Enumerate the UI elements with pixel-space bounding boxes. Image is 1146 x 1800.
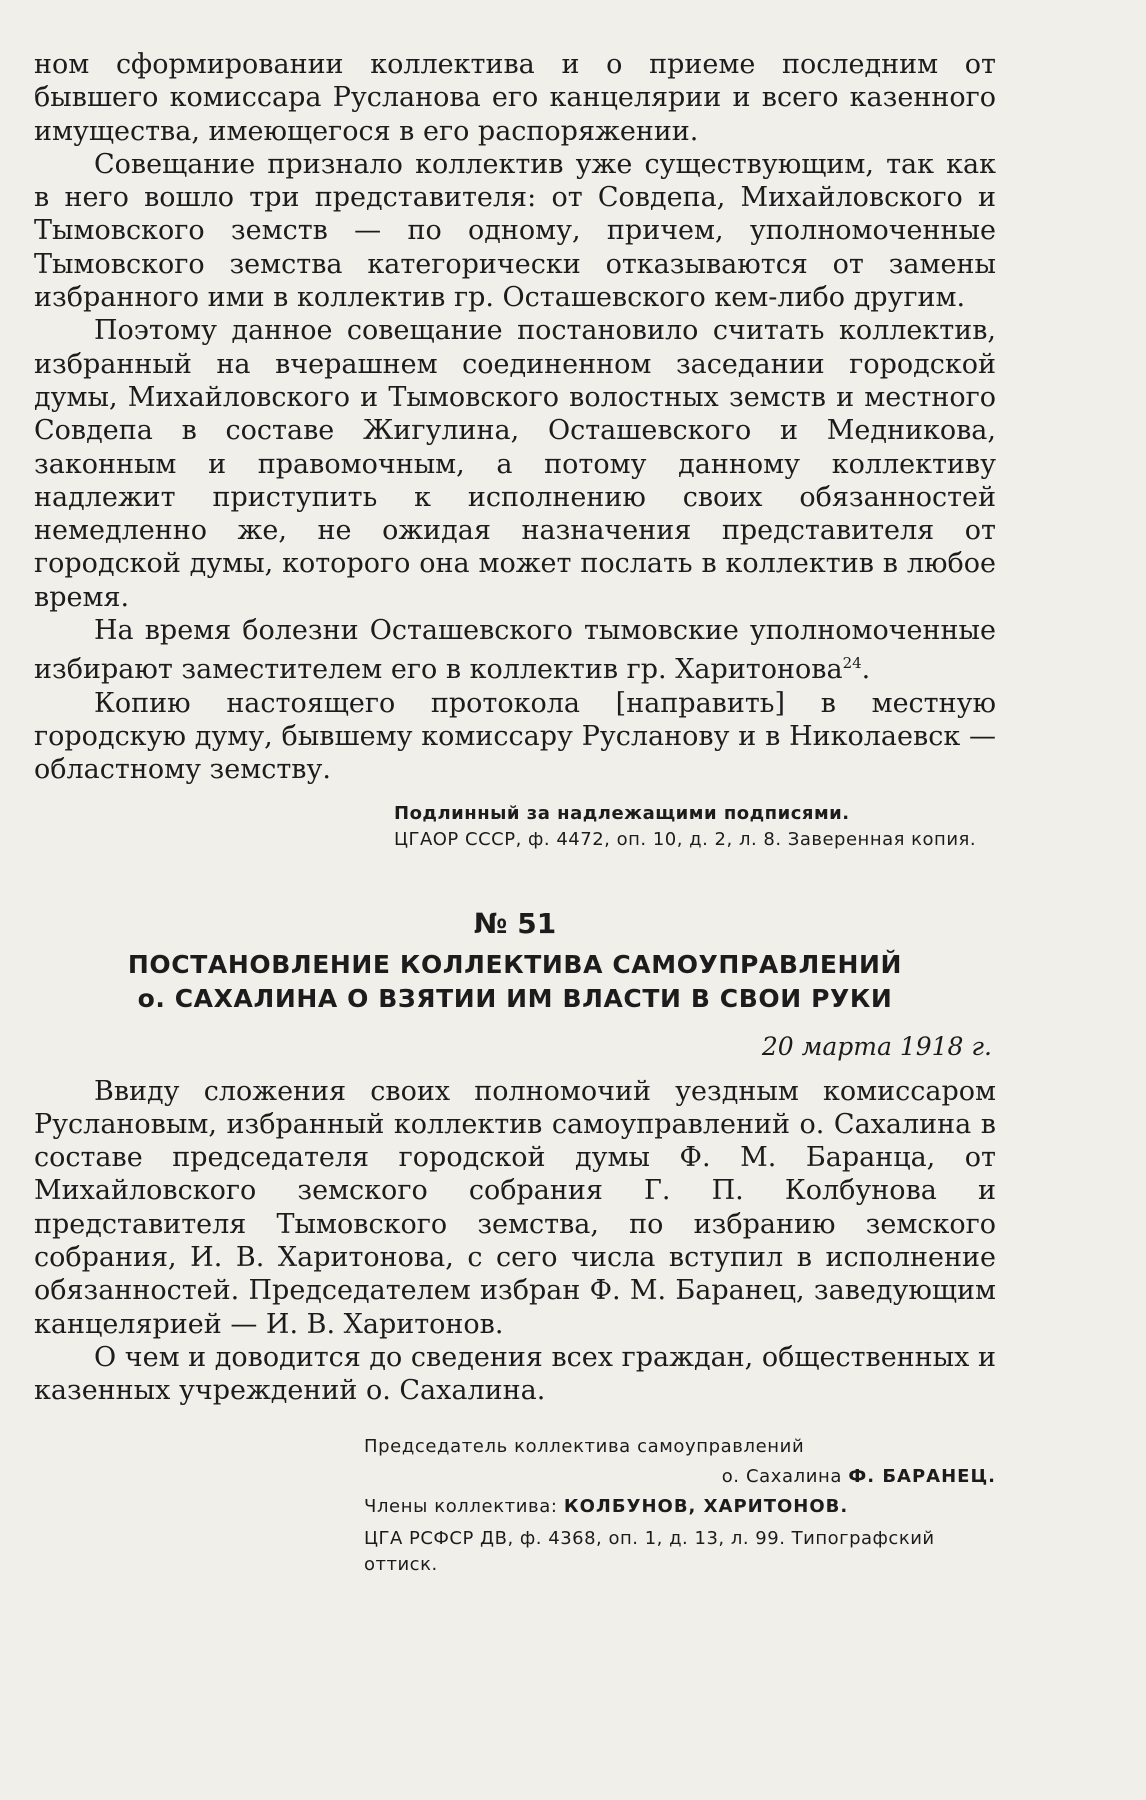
signature-chair-name: Ф. БАРАНЕЦ. bbox=[848, 1465, 996, 1487]
doc50-source-line-2: ЦГАОР СССР, ф. 4472, оп. 10, д. 2, л. 8. Заверенная копия. bbox=[394, 828, 977, 850]
doc51-date: 20 марта 1918 г. bbox=[761, 1031, 992, 1061]
footnote-marker: 24 bbox=[842, 654, 862, 673]
doc51-paragraph-1: Ввиду сложения своих полномочий уездным комиссаром Руслановым, избранный коллектив самоуправлений о. Сахалина в составе председателя городской думы Ф. М. Баранца, от Михайловского земского собрания Г. П. Колбунова и представителя Тымовского земства, по избранию земского собрания, И. В. Харитонова, с сего числа вступил в исполнение обязанностей. Председателем избран Ф. М. Баранец, заведующим канцелярией — И. В. Харитонов. bbox=[34, 1075, 996, 1340]
signature-members-label: Члены коллектива: bbox=[364, 1495, 558, 1517]
signature-chair-place: о. Сахалина bbox=[721, 1465, 843, 1487]
signature-chair-label: Председатель коллектива самоуправлений bbox=[364, 1435, 805, 1457]
doc50-paragraph-4-text: На время болезни Осташевского тымовские уполномоченные избирают заместителем его в коллектив гр. Харитонова bbox=[34, 615, 996, 686]
doc50-paragraph-4: На время болезни Осташевского тымовские уполномоченные избирают заместителем его в коллектив гр. Харитонова$^{24}$. bbox=[34, 615, 996, 686]
signature-members-names: КОЛБУНОВ, ХАРИТОНОВ. bbox=[563, 1495, 849, 1517]
doc51-archive-note: ЦГА РСФСР ДВ, ф. 4368, оп. 1, д. 13, л. 99. Типографский оттиск. bbox=[364, 1527, 935, 1575]
doc50-paragraph-5: Копию настоящего протокола [направить] в местную городскую думу, бывшему комиссару Русланову и в Николаевск — областному земству. bbox=[34, 687, 996, 786]
doc51-number: № 51 bbox=[473, 906, 557, 940]
doc51-paragraph-2: О чем и доводится до сведения всех граждан, общественных и казенных учреждений о. Сахалина. bbox=[34, 1341, 996, 1407]
doc51-signatures bbox=[364, 1432, 996, 1522]
doc50-paragraph-2: Совещание признало коллектив уже существующим, так как в него вошло три представителя: от Совдепа, Михайловского и Тымовского земств — по одному, причем, уполномоченные Тымовского земства категорически отказываются от замены избранного ими в коллектив гр. Осташевского кем-либо другим. bbox=[34, 148, 996, 314]
doc50-paragraph-3: Поэтому данное совещание постановило считать коллектив, избранный на вчерашнем соединенном заседании городской думы, Михайловского и Тымовского волостных земств и местного Совдепа в составе Жигулина, Осташевского и Медникова, законным и правомочным, а потому данному коллективу надлежит приступить к исполнению своих обязанностей немедленно же, не ожидая назначения представителя от городской думы, которого она может послать в коллектив в любое время. bbox=[34, 315, 996, 613]
doc50-source-line-1: Подлинный за надлежащими подписями. bbox=[394, 802, 850, 824]
signature-chair-line bbox=[364, 1462, 996, 1492]
signature-members-line bbox=[364, 1492, 996, 1522]
doc51-title bbox=[34, 948, 996, 1016]
doc51-title-line-2: о. САХАЛИНА О ВЗЯТИИ ИМ ВЛАСТИ В СВОИ РУКИ bbox=[137, 983, 893, 1013]
doc51-title-line-1: ПОСТАНОВЛЕНИЕ КОЛЛЕКТИВА САМОУПРАВЛЕНИЙ bbox=[127, 949, 903, 979]
doc50-paragraph-1: ном сформировании коллектива и о приеме последним от бывшего комиссара Русланова его канцелярии и всего казенного имущества, имеющегося в его распоряжении. bbox=[34, 49, 996, 147]
doc50-source-note bbox=[394, 801, 996, 853]
document-page bbox=[34, 48, 996, 1578]
